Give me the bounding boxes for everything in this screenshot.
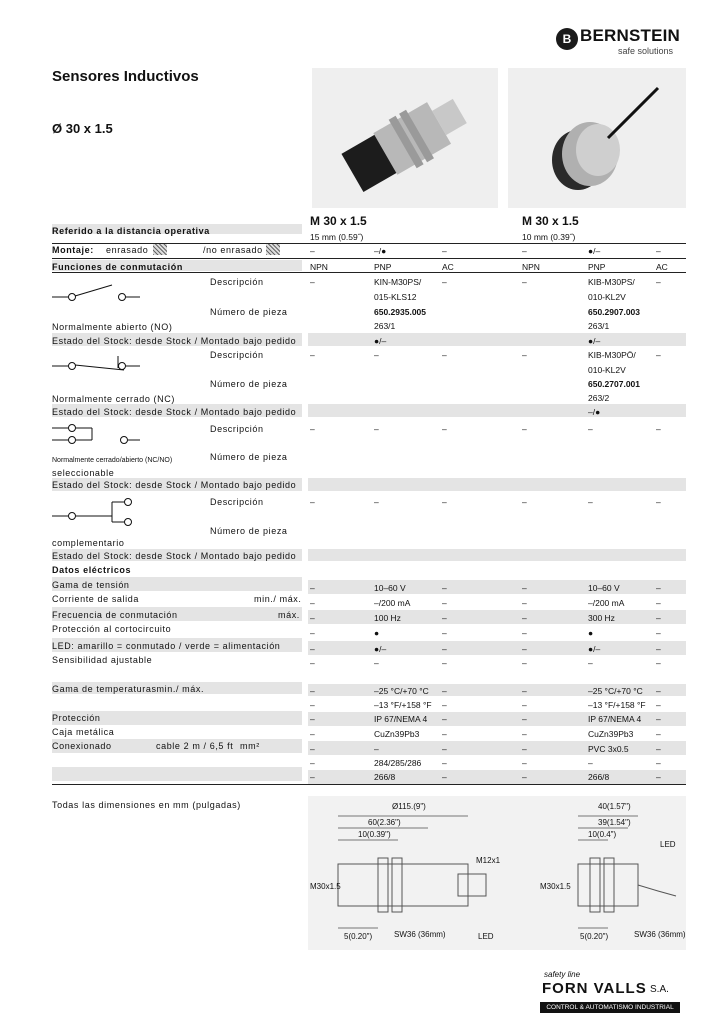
- cell: –: [310, 772, 315, 782]
- cell: –25 °C/+70 °C: [374, 686, 429, 696]
- cell: –: [310, 246, 315, 256]
- cell: 263/1: [588, 321, 610, 331]
- divider: [52, 258, 686, 259]
- ncno-function-label: Normalmente cerrado/abierto (NC/NO): [52, 457, 173, 464]
- cell: 650.2707.001: [588, 379, 640, 389]
- dim-label: LED: [478, 932, 494, 941]
- cell: 010-KL2V: [588, 365, 626, 375]
- cell: ●/–: [588, 336, 601, 346]
- cell: –: [310, 758, 315, 768]
- cell: IP 67/NEMA 4: [588, 714, 642, 724]
- cell: –: [522, 700, 527, 710]
- cell: CuZn39Pb3: [588, 729, 634, 739]
- dim-label: Ø115.(9"): [392, 802, 426, 811]
- cell: –/●: [374, 246, 387, 256]
- switch-no-icon: [52, 280, 142, 310]
- cell: KIN-M30PS/: [374, 277, 422, 287]
- cell: –: [656, 583, 661, 593]
- proteccion-cc-label: Protección al cortocircuito: [52, 624, 172, 634]
- nonflush-mount-icon: [266, 244, 280, 255]
- cell: 650.2935.005: [374, 307, 426, 317]
- cell: –: [522, 277, 527, 287]
- row-bar: [308, 641, 686, 655]
- nc-function-label: Normalmente cerrado (NC): [52, 394, 175, 404]
- dim-label: M30x1.5: [540, 882, 571, 891]
- row-bar: [308, 741, 686, 755]
- cell: –: [656, 277, 661, 287]
- row-bar: [308, 549, 686, 561]
- row-bar: [308, 770, 686, 784]
- cell: –: [442, 772, 447, 782]
- min-max-label: min./ máx.: [254, 594, 302, 604]
- cell: 263/1: [374, 321, 396, 331]
- col-b-title: M 30 x 1.5: [522, 214, 579, 228]
- cell: –: [522, 644, 527, 654]
- descripcion-label: Descripción: [210, 497, 264, 507]
- cell: –: [656, 497, 661, 507]
- cell: 266/8: [374, 772, 396, 782]
- cell: –: [442, 497, 447, 507]
- cell: –: [310, 700, 315, 710]
- cell: –: [588, 497, 593, 507]
- cell: –: [656, 714, 661, 724]
- cell: –: [310, 424, 315, 434]
- cell: –13 °F/+158 °F: [588, 700, 646, 710]
- cell: –/●: [588, 407, 601, 417]
- bernstein-logo: [556, 24, 681, 60]
- cell: 015-KLS12: [374, 292, 417, 302]
- seleccionable-label: seleccionable: [52, 468, 115, 478]
- cell: –: [522, 686, 527, 696]
- dim-label: 40(1.57"): [598, 802, 631, 811]
- descripcion-label: Descripción: [210, 424, 264, 434]
- cell: –: [374, 497, 379, 507]
- cell: PVC 3x0.5: [588, 744, 629, 754]
- cell: –: [588, 658, 593, 668]
- cell: –: [522, 628, 527, 638]
- funciones-label: Funciones de conmutación: [52, 262, 183, 272]
- product-photo-flush: [312, 68, 498, 208]
- sensor-photo-icon: [312, 68, 498, 208]
- divider: [52, 784, 686, 785]
- cell: –: [522, 772, 527, 782]
- logo-script: safety line: [544, 970, 581, 979]
- stock-label: Estado del Stock: desde Stock / Montado bajo pedido: [52, 551, 297, 561]
- cell: 650.2907.003: [588, 307, 640, 317]
- cell: –: [588, 424, 593, 434]
- enrasado-label: enrasado: [106, 245, 149, 255]
- cell: –: [442, 628, 447, 638]
- ref-distance-label: Referido a la distancia operativa: [52, 226, 210, 236]
- page-subtitle: Ø 30 x 1.5: [52, 121, 113, 136]
- cell: –: [442, 246, 447, 256]
- cell: –: [442, 613, 447, 623]
- cell: –: [442, 350, 447, 360]
- cell: –: [522, 714, 527, 724]
- cell: –/200 mA: [588, 598, 625, 608]
- cell: –: [656, 700, 661, 710]
- cell: –: [442, 758, 447, 768]
- cell: KIB-M30PÖ/: [588, 350, 636, 360]
- dim-label: SW36 (36mm): [634, 930, 686, 939]
- product-photo-nonflush: [508, 68, 686, 208]
- cell: –: [588, 758, 593, 768]
- frecuencia-label: Frecuencia de conmutación: [52, 610, 178, 620]
- cell: –: [656, 658, 661, 668]
- col-a-title: M 30 x 1.5: [310, 214, 367, 228]
- header-pnp: PNP: [588, 262, 606, 272]
- cell: 10–60 V: [588, 583, 620, 593]
- numero-pieza-label: Número de pieza: [210, 526, 288, 536]
- dimensiones-label: Todas las dimensiones en mm (pulgadas): [52, 800, 241, 810]
- cell: –/200 mA: [374, 598, 411, 608]
- descripcion-label: Descripción: [210, 350, 264, 360]
- led-label: LED: amarillo = conmutado / verde = alimentación: [52, 641, 281, 651]
- cell: –: [442, 583, 447, 593]
- cell: –: [310, 644, 315, 654]
- numero-pieza-label: Número de pieza: [210, 452, 288, 462]
- logo-name: FORN VALLS: [542, 980, 647, 997]
- cell: 300 Hz: [588, 613, 615, 623]
- stock-label: Estado del Stock: desde Stock / Montado bajo pedido: [52, 480, 297, 490]
- divider: [52, 243, 686, 244]
- cell: –: [442, 644, 447, 654]
- cell: –: [656, 613, 661, 623]
- forn-valls-logo: [540, 970, 680, 1026]
- row-bar: [308, 478, 686, 491]
- cell: ●/–: [374, 336, 387, 346]
- cell: –: [310, 598, 315, 608]
- cell: –: [522, 729, 527, 739]
- cell: –: [442, 744, 447, 754]
- cell: –: [656, 644, 661, 654]
- gama-tension-label: Gama de tensión: [52, 580, 130, 590]
- cell: –: [442, 686, 447, 696]
- datos-electricos-label: Datos eléctricos: [52, 565, 132, 575]
- cell: –: [310, 497, 315, 507]
- cell: –: [442, 598, 447, 608]
- no-enrasado-label: /no enrasado: [203, 245, 263, 255]
- row-bar: [52, 767, 302, 781]
- dim-label: SW36 (36mm): [394, 930, 446, 939]
- cell: –: [522, 583, 527, 593]
- cell: –: [310, 658, 315, 668]
- switch-complementary-icon: [52, 496, 147, 528]
- numero-pieza-label: Número de pieza: [210, 379, 288, 389]
- cell: –: [656, 758, 661, 768]
- no-function-label: Normalmente abierto (NO): [52, 322, 173, 332]
- cell: –: [310, 686, 315, 696]
- cell: –: [656, 729, 661, 739]
- cell: –: [522, 598, 527, 608]
- bernstein-mark-icon: B: [556, 28, 578, 50]
- cell: –: [310, 628, 315, 638]
- cell: –: [310, 729, 315, 739]
- cell: –: [442, 277, 447, 287]
- page-title: Sensores Inductivos: [52, 68, 199, 85]
- cell: –: [656, 424, 661, 434]
- cell: –: [310, 613, 315, 623]
- cell: –: [310, 583, 315, 593]
- switch-nc-icon: [52, 352, 142, 378]
- cell: –: [522, 658, 527, 668]
- col-b-distance: 10 mm (0.39˝): [522, 232, 576, 242]
- cell: 263/2: [588, 393, 610, 403]
- dim-label: 5(0.20"): [344, 932, 373, 941]
- cell: –: [522, 246, 527, 256]
- cell: –: [656, 246, 661, 256]
- cell: –: [522, 613, 527, 623]
- cell: 100 Hz: [374, 613, 401, 623]
- cell: –25 °C/+70 °C: [588, 686, 643, 696]
- dimension-drawings: [308, 796, 686, 950]
- numero-pieza-label: Número de pieza: [210, 307, 288, 317]
- cell: –: [442, 729, 447, 739]
- row-bar: [308, 610, 686, 624]
- cell: –: [374, 658, 379, 668]
- dim-label: 10(0.39"): [358, 830, 391, 839]
- header-ac: AC: [656, 262, 668, 272]
- proteccion-label: Protección: [52, 713, 101, 723]
- row-bar: [308, 580, 686, 594]
- cell: –: [310, 714, 315, 724]
- cell: –: [522, 350, 527, 360]
- cell: –: [522, 424, 527, 434]
- dim-label: LED: [660, 840, 676, 849]
- cell: –13 °F/+158 °F: [374, 700, 432, 710]
- cell: CuZn39Pb3: [374, 729, 420, 739]
- cell: –: [656, 628, 661, 638]
- header-npn: NPN: [522, 262, 540, 272]
- row-bar: [308, 404, 686, 417]
- cell: –: [442, 714, 447, 724]
- cell: –: [374, 744, 379, 754]
- cell: –: [442, 700, 447, 710]
- row-bar: [308, 333, 686, 346]
- cell: KIB-M30PS/: [588, 277, 635, 287]
- cell: 284/285/286: [374, 758, 422, 768]
- mm2-label: mm²: [240, 741, 260, 751]
- header-ac: AC: [442, 262, 454, 272]
- col-a-distance: 15 mm (0.59˝): [310, 232, 364, 242]
- cell: 010-KL2V: [588, 292, 626, 302]
- divider: [52, 272, 686, 273]
- header-pnp: PNP: [374, 262, 392, 272]
- cell: –: [310, 744, 315, 754]
- cell: ●: [374, 628, 380, 638]
- logo-tagline: CONTROL & AUTOMATISMO INDUSTRIAL: [540, 1002, 680, 1013]
- brand-tagline: safe solutions: [618, 46, 674, 56]
- logo-sa: S.A.: [650, 984, 669, 995]
- cell: –: [442, 658, 447, 668]
- stock-label: Estado del Stock: desde Stock / Montado bajo pedido: [52, 336, 297, 346]
- switch-ncno-icon: [52, 420, 142, 450]
- cell: –: [374, 424, 379, 434]
- cell: ●: [588, 628, 594, 638]
- cell: –: [656, 744, 661, 754]
- dim-label: 5(0.20"): [580, 932, 609, 941]
- cell: ●/–: [374, 644, 387, 654]
- corriente-label: Corriente de salida: [52, 594, 139, 604]
- dim-label: M30x1.5: [310, 882, 341, 891]
- dim-label: 39(1.54"): [598, 818, 631, 827]
- flush-mount-icon: [153, 244, 167, 255]
- dim-label: M12x1: [476, 856, 501, 865]
- sensor-photo-icon: [508, 68, 686, 208]
- sensibilidad-label: Sensibilidad ajustable: [52, 655, 153, 665]
- cell: –: [374, 350, 379, 360]
- cell: –: [656, 686, 661, 696]
- cell: –: [310, 350, 315, 360]
- descripcion-label: Descripción: [210, 277, 264, 287]
- brand-name: BERNSTEIN: [580, 26, 681, 45]
- montaje-label: Montaje:: [52, 245, 94, 255]
- cell: 266/8: [588, 772, 610, 782]
- cell: –: [656, 350, 661, 360]
- max-label: máx.: [278, 610, 300, 620]
- cell: –: [310, 277, 315, 287]
- cell: –: [656, 598, 661, 608]
- dim-label: 60(2.36"): [368, 818, 401, 827]
- caja-label: Caja metálica: [52, 727, 115, 737]
- cell: –: [522, 497, 527, 507]
- header-npn: NPN: [310, 262, 328, 272]
- cell: –: [522, 758, 527, 768]
- cell: 10–60 V: [374, 583, 406, 593]
- cell: –: [522, 744, 527, 754]
- cell: ●/–: [588, 644, 601, 654]
- complementario-label: complementario: [52, 538, 125, 548]
- gama-temp-label: Gama de temperaturasmin./ máx.: [52, 684, 205, 694]
- cell: –: [442, 424, 447, 434]
- cell: –: [656, 772, 661, 782]
- cable-label: cable 2 m / 6,5 ft: [156, 741, 234, 751]
- cell: ●/–: [588, 246, 601, 256]
- dim-label: 10(0.4"): [588, 830, 617, 839]
- cell: IP 67/NEMA 4: [374, 714, 428, 724]
- conexionado-label: Conexionado: [52, 741, 112, 751]
- stock-label: Estado del Stock: desde Stock / Montado bajo pedido: [52, 407, 297, 417]
